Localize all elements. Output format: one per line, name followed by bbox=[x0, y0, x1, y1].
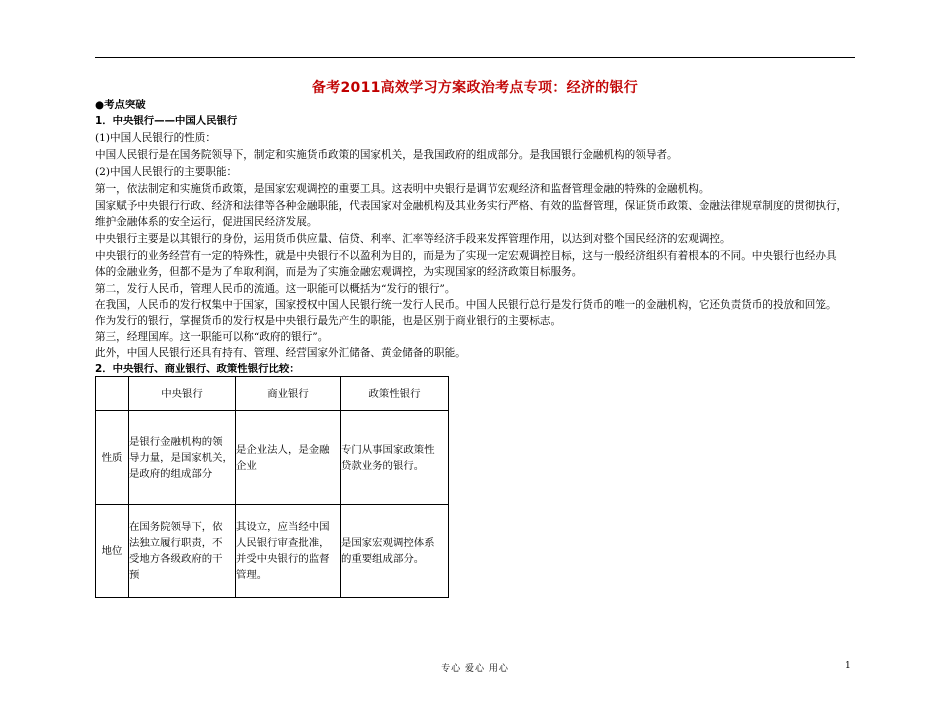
cell-line: 受地方各级政府的干 bbox=[129, 553, 223, 565]
cell-line: 企业 bbox=[236, 459, 257, 472]
document-title: 备考2011高效学习方案政治考点专项：经济的银行 bbox=[311, 80, 639, 96]
table-cell bbox=[129, 411, 236, 505]
cell-line: 是企业法人，是金融 bbox=[236, 443, 330, 456]
paragraph-line: 此外，中国人民银行还具有持有、管理、经营国家外汇储备、黄金储备的职能。 bbox=[95, 347, 466, 359]
cell-line: 预 bbox=[129, 569, 140, 581]
table-header-cell: 中央银行 bbox=[129, 377, 236, 411]
row-label: 地位 bbox=[96, 505, 129, 598]
paragraph-line: (2)中国人民银行的主要职能： bbox=[95, 166, 238, 178]
cell-line: 贷款业务的银行。 bbox=[341, 459, 425, 472]
header-rule bbox=[95, 57, 855, 58]
cell-line: 专门从事国家政策性 bbox=[341, 443, 435, 456]
cell-line: 其设立，应当经中国 bbox=[236, 521, 330, 533]
heading-comparison: 2．中央银行、商业银行、政策性银行比较： bbox=[95, 363, 300, 375]
cell-line: 是银行金融机构的领 bbox=[129, 435, 223, 448]
cell-line: 是政府的组成部分 bbox=[129, 467, 213, 480]
row-label: 性质 bbox=[96, 411, 129, 505]
page-footer: 专心 爱心 用心 bbox=[441, 664, 509, 674]
table-cell bbox=[341, 505, 449, 598]
table-header-row bbox=[96, 377, 449, 411]
heading-central-bank: 1．中央银行——中国人民银行 bbox=[95, 115, 238, 127]
cell-line: 的重要组成部分。 bbox=[341, 553, 425, 565]
paragraph-line: 作为发行的银行，掌握货币的发行权是中央银行最先产生的职能，也是区别于商业银行的主要标志。 bbox=[95, 315, 562, 327]
table-cell bbox=[236, 505, 341, 598]
cell-line: 并受中央银行的监督 bbox=[236, 553, 330, 565]
paragraph-line: 维护金融体系的安全运行，促进国民经济发展。 bbox=[95, 216, 318, 228]
cell-line: 人民银行审查批准， bbox=[236, 537, 330, 549]
section-heading: ●考点突破 bbox=[95, 99, 146, 111]
cell-line: 法独立履行职责，不 bbox=[129, 537, 223, 549]
table-header-cell: 政策性银行 bbox=[341, 377, 449, 411]
paragraph-line: 在我国，人民币的发行权集中于国家，国家授权中国人民银行统一发行人民币。中国人民银行总行是发行货币的唯一的金融机构，它还负责货币的投放和回笼。 bbox=[95, 299, 837, 311]
paragraph-line: 中央银行的业务经营有一定的特殊性，就是中央银行不以盈利为目的，而是为了实现一定宏观调控目标，这与一般经济组织有着根本的不同。中央银行也经办具 bbox=[95, 250, 837, 262]
paragraph-line: 体的金融业务，但都不是为了牟取利润，而是为了实施金融宏观调控，为实现国家的经济政策目标服务。 bbox=[95, 266, 583, 278]
cell-line: 是国家宏观调控体系 bbox=[341, 537, 435, 549]
paragraph-line: 中央银行主要是以其银行的身份，运用货币供应量、信贷、利率、汇率等经济手段来发挥管理作用，以达到对整个国民经济的宏观调控。 bbox=[95, 233, 731, 245]
table-cell bbox=[129, 505, 236, 598]
paragraph-line: 第三，经理国库。这一职能可以称“政府的银行”。 bbox=[95, 331, 329, 343]
bank-comparison-table bbox=[95, 376, 449, 598]
paragraph-line: 第一，依法制定和实施货币政策，是国家宏观调控的重要工具。这表明中央银行是调节宏观经济和监督管理金融的特殊的金融机构。 bbox=[95, 183, 710, 195]
cell-line: 管理。 bbox=[236, 569, 268, 581]
paragraph-line: 第二，发行人民币，管理人民币的流通。这一职能可以概括为“发行的银行”。 bbox=[95, 283, 456, 295]
table-cell bbox=[236, 411, 341, 505]
paragraph-line: (1)中国人民银行的性质： bbox=[95, 132, 216, 144]
paragraph-line: 中国人民银行是在国务院领导下，制定和实施货币政策的国家机关，是我国政府的组成部分。是我国银行金融机构的领导者。 bbox=[95, 149, 678, 161]
cell-line: 在国务院领导下，依 bbox=[129, 521, 223, 533]
page-number: 1 bbox=[845, 661, 851, 671]
cell-line: 导力量，是国家机关， bbox=[129, 451, 233, 464]
table-header-cell bbox=[96, 377, 129, 411]
table-header-cell: 商业银行 bbox=[236, 377, 341, 411]
table-row bbox=[96, 411, 449, 505]
paragraph-line: 国家赋予中央银行行政、经济和法律等各种金融职能，代表国家对金融机构及其业务实行严格、有效的监督管理，保证货币政策、金融法律规章制度的贯彻执行， bbox=[95, 200, 848, 212]
table-row bbox=[96, 505, 449, 598]
table-cell bbox=[341, 411, 449, 505]
